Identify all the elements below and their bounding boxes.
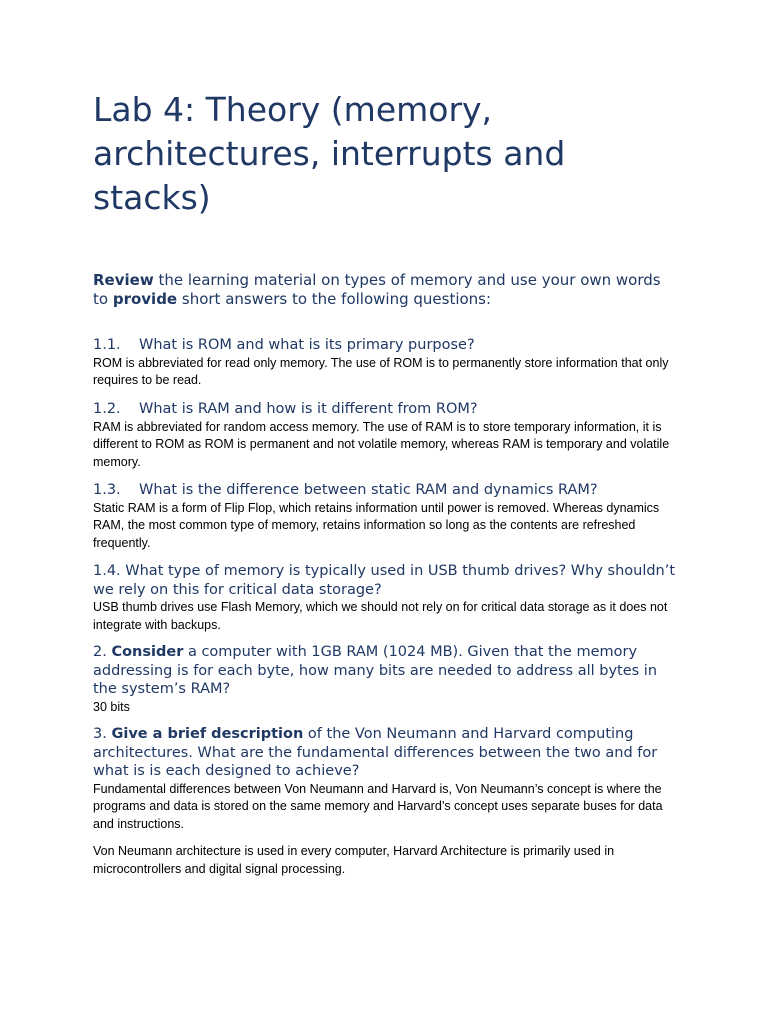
- intro-text-2: short answers to the following questions:: [177, 289, 492, 308]
- question-1-2-heading: [93, 400, 683, 419]
- answer-1-1: ROM is abbreviated for read only memory. The use of ROM is to permanently store information that only requires to be read.: [93, 355, 669, 387]
- question-3-heading: [93, 725, 683, 781]
- question-1-2: [93, 400, 683, 471]
- question-1-4: [93, 562, 683, 634]
- answer-2: 30 bits: [93, 699, 130, 714]
- question-1-4-heading: 1.4. What type of memory is typically used in USB thumb drives? Why shouldn’t we rely on this for critical data storage?: [93, 563, 676, 598]
- question-text: What is RAM and how is it different from ROM?: [139, 401, 478, 417]
- question-text: What is the difference between static RAM and dynamics RAM?: [139, 482, 598, 498]
- question-bold-consider: Consider: [111, 644, 184, 660]
- question-1-3-heading: [93, 481, 683, 500]
- question-1-3: [93, 481, 683, 552]
- intro-text-1: the learning material on types of memory and use your own words to: [93, 271, 661, 308]
- answer-1-2: RAM is abbreviated for random access memory. The use of RAM is to store temporary information, it is different to ROM as ROM is permanent and not volatile memory, whereas RAM is temporary and volatile memory.: [93, 419, 670, 469]
- question-text: of the Von Neumann and Harvard computing architectures. What are the fundamental differences between the two and for what is is each designed to achieve?: [93, 726, 658, 779]
- intro-paragraph: [93, 271, 673, 308]
- question-number: 1.2.: [93, 401, 121, 417]
- question-2-heading: [93, 643, 683, 699]
- intro-bold-provide: provide: [112, 289, 178, 308]
- question-text: What is ROM and what is its primary purpose?: [139, 337, 475, 353]
- page-title: Lab 4: Theory (memory, architectures, interrupts and stacks): [93, 90, 566, 217]
- answer-3-paragraph-1: Fundamental differences between Von Neumann and Harvard is, Von Neumann’s concept is where the programs and data is stored on the same memory and Harvard’s concept uses separate buses for data and instructions.: [93, 781, 663, 831]
- answer-1-3: Static RAM is a form of Flip Flop, which retains information until power is removed. Whereas dynamics RAM, the most common type of memory, retains information so long as the contents are refreshed frequently.: [93, 500, 660, 550]
- question-bold-description: Give a brief description: [111, 726, 304, 742]
- answer-3-paragraph-2: Von Neumann architecture is used in every computer, Harvard Architecture is primarily used in microcontrollers and digital signal processing.: [93, 844, 615, 876]
- question-1-1: [93, 336, 683, 390]
- question-text: a computer with 1GB RAM (1024 MB). Given that the memory addressing is for each byte, how many bits are needed to address all bytes in the system’s RAM?: [93, 644, 658, 697]
- question-1-1-heading: [93, 336, 683, 355]
- answer-1-4: USB thumb drives use Flash Memory, which we should not rely on for critical data storage as it does not integrate with backups.: [93, 600, 668, 632]
- intro-bold-review: Review: [93, 271, 154, 289]
- question-number: 3.: [93, 726, 112, 742]
- question-number: 1.1.: [93, 337, 121, 353]
- question-number: 1.3.: [93, 482, 121, 498]
- question-2: [93, 643, 683, 716]
- question-number: 2.: [93, 644, 112, 660]
- question-3: [93, 725, 683, 878]
